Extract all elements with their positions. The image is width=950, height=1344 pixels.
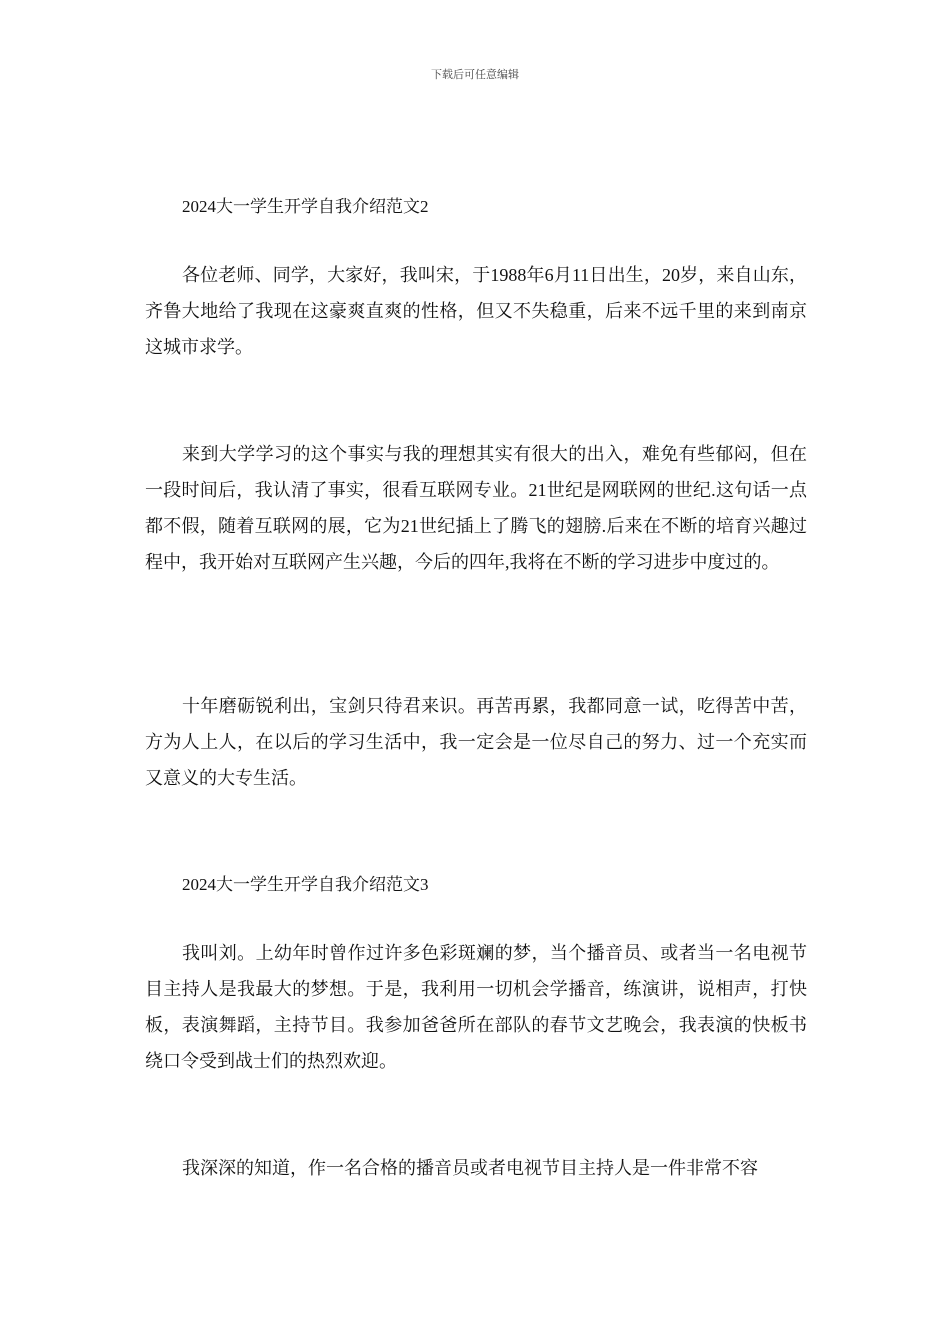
paragraph: 来到大学学习的这个事实与我的理想其实有很大的出入，难免有些郁闷，但在一段时间后，我认清了事实，很看互联网专业。21世纪是网联网的世纪.这句话一点都不假，随着互联网的展，它为21世纪插上了腾飞的翅膀.后来在不断的培育兴趣过程中，我开始对互联网产生兴趣，今后的四年,我将在不断的学习进步中度过的。 xyxy=(145,444,807,572)
section-heading: 2024大一学生开学自我介绍范文3 xyxy=(182,875,429,894)
paragraph: 各位老师、同学，大家好，我叫宋，于1988年6月11日出生，20岁，来自山东，齐鲁大地给了我现在这豪爽直爽的性格，但又不失稳重，后来不远千里的来到南京这城市求学。 xyxy=(145,265,807,357)
section-heading: 2024大一学生开学自我介绍范文2 xyxy=(182,197,429,216)
paragraph: 我深深的知道，作一名合格的播音员或者电视节目主持人是一件非常不容 xyxy=(182,1158,758,1178)
paragraph: 十年磨砺锐利出，宝剑只待君来识。再苦再累，我都同意一试，吃得苦中苦，方为人上人，在以后的学习生活中，我一定会是一位尽自己的努力、过一个充实而又意义的大专生活。 xyxy=(145,696,807,788)
paragraph: 我叫刘。上幼年时曾作过许多色彩斑斓的梦，当个播音员、或者当一名电视节目主持人是我最大的梦想。于是，我利用一切机会学播音，练演讲，说相声，打快板，表演舞蹈，主持节目。我参加爸爸所在部队的春节文艺晚会，我表演的快板书绕口令受到战士们的热烈欢迎。 xyxy=(145,943,807,1071)
page-header-note: 下载后可任意编辑 xyxy=(431,69,519,81)
